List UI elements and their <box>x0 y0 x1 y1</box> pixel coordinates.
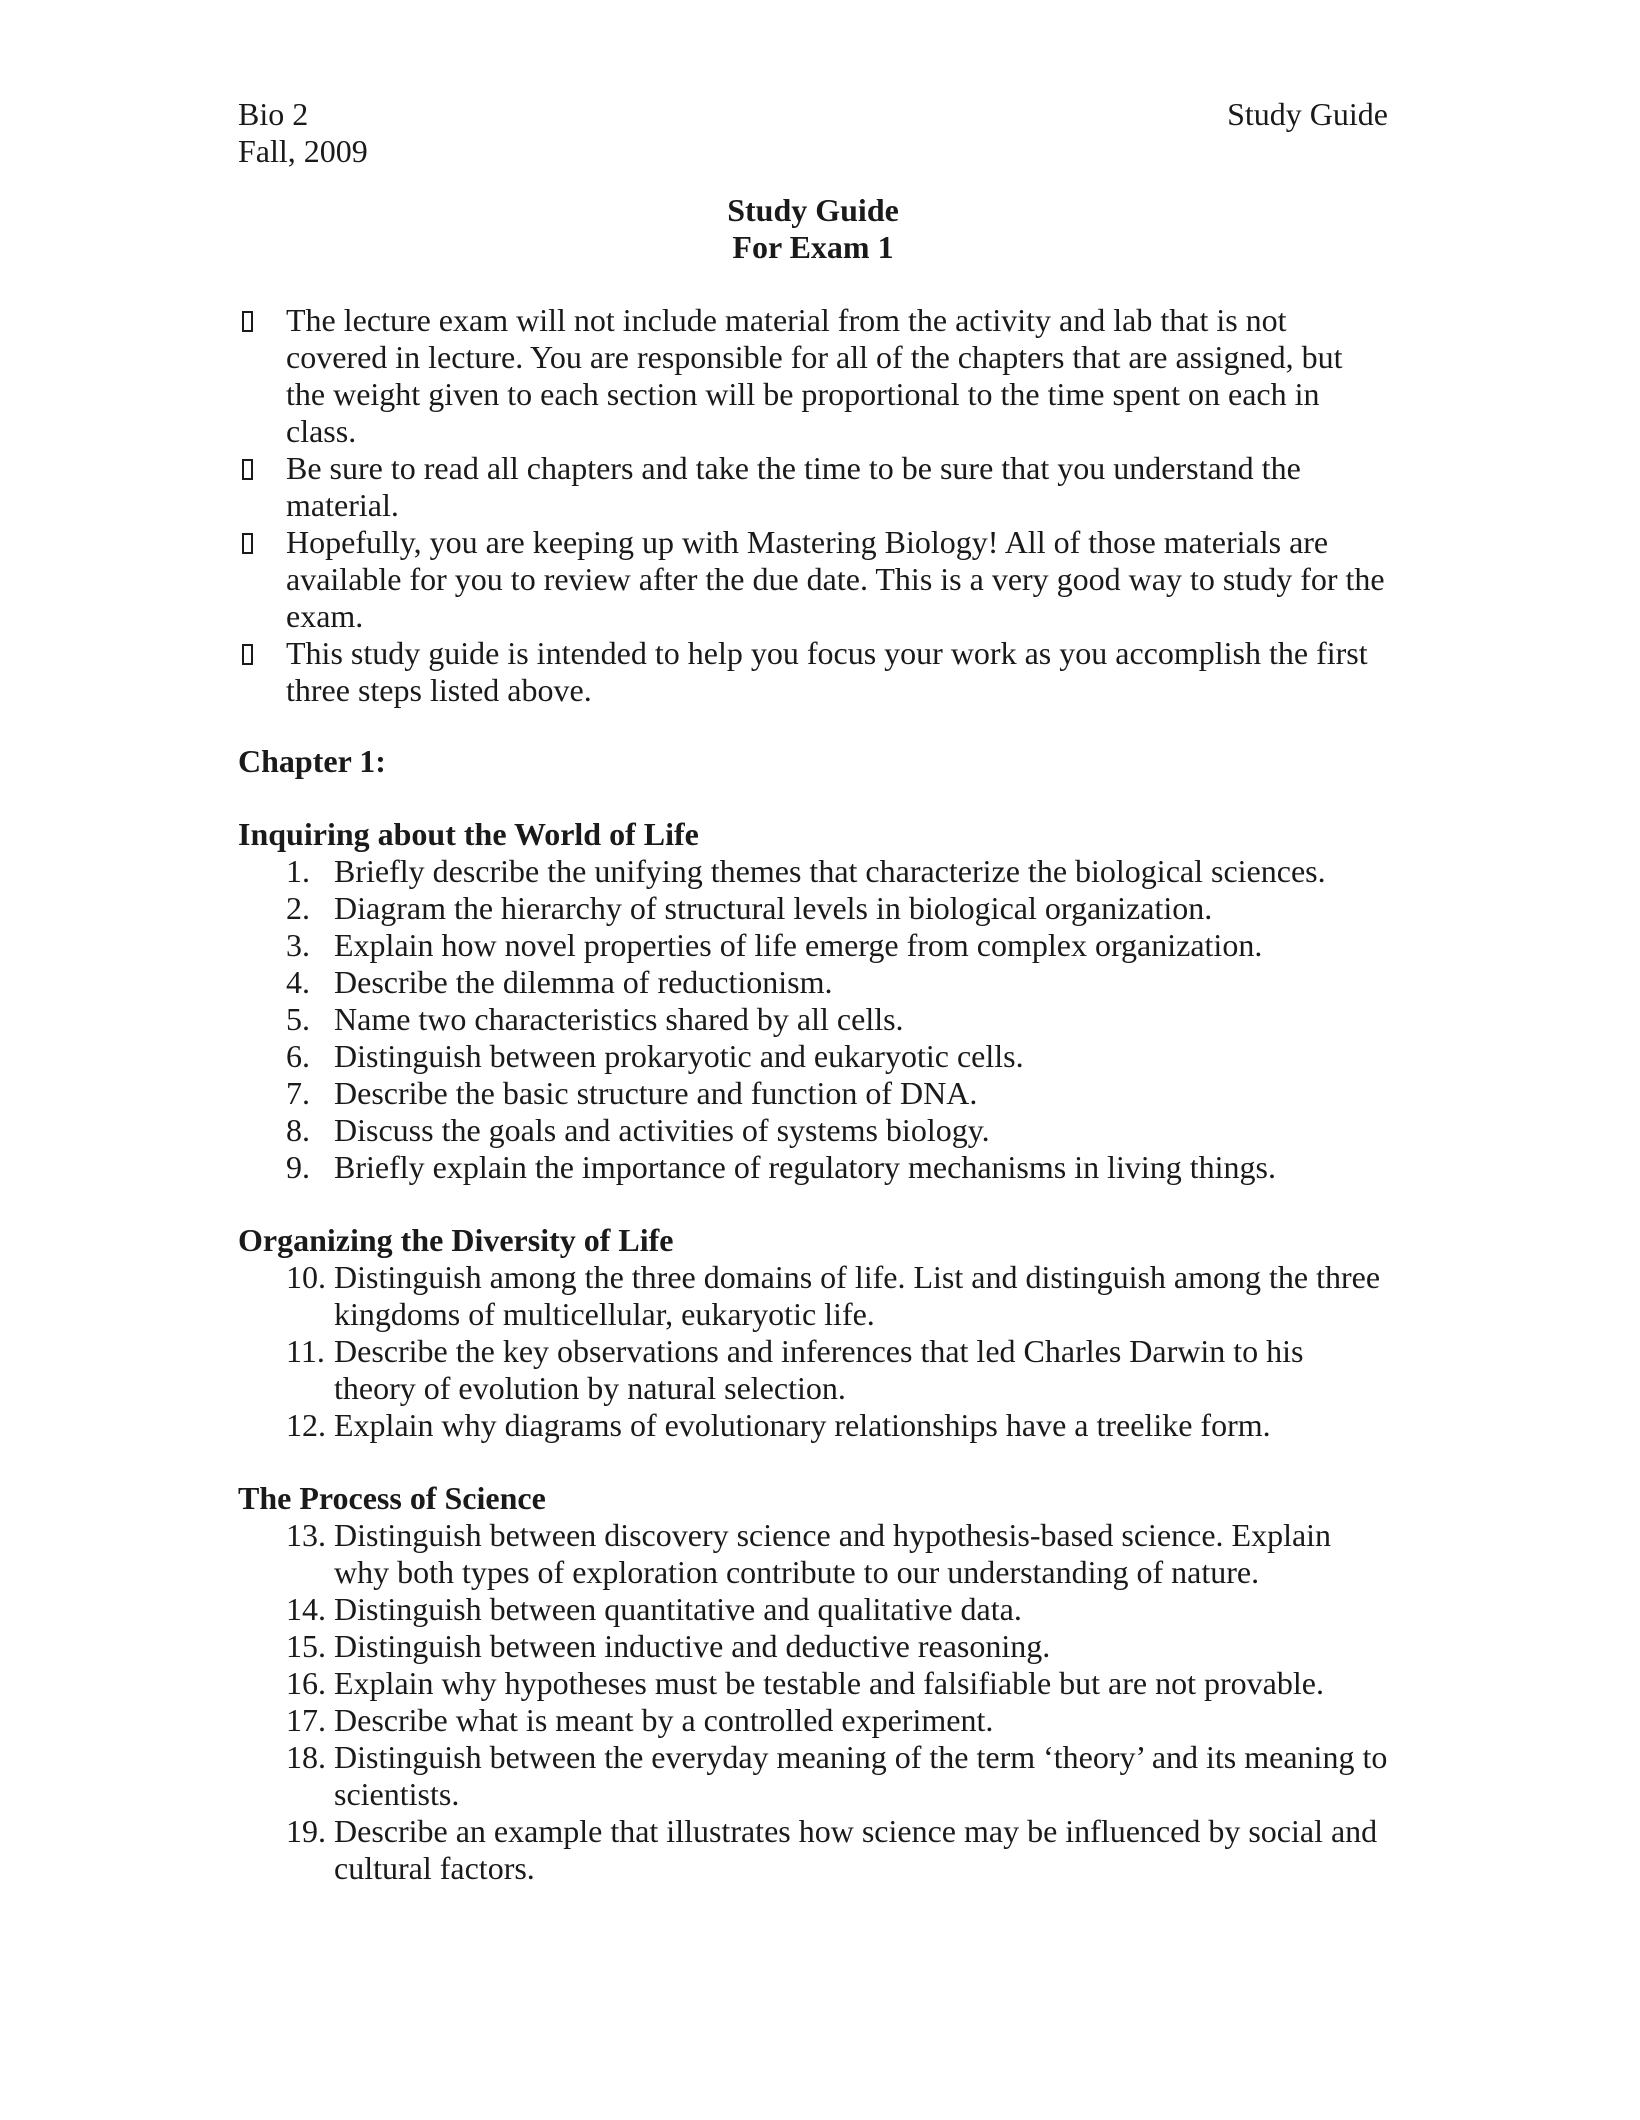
bullet-item <box>238 302 1388 450</box>
list-item <box>238 1149 1388 1186</box>
bullet-item <box>238 450 1388 524</box>
item-text: Distinguish between inductive and deductive reasoning. <box>334 1628 1051 1664</box>
bullet-text: The lecture exam will not include material from the activity and lab that is not covered in lecture. You are responsible for all of the chapters that are assigned, but the weight given to each section will be proportional to the time spent on each in class. <box>286 302 1343 449</box>
item-number: 3. <box>286 927 310 963</box>
section-heading: Organizing the Diversity of Life <box>238 1222 674 1258</box>
list-item <box>238 1591 1388 1628</box>
item-text: Describe the key observations and inferences that led Charles Darwin to his theory of evolution by natural selection. <box>334 1333 1304 1406</box>
list-item <box>238 1702 1388 1739</box>
item-number: 17. <box>286 1702 326 1738</box>
list-item <box>238 1112 1388 1149</box>
item-text: Explain why hypotheses must be testable and falsifiable but are not provable. <box>334 1665 1324 1701</box>
item-number: 6. <box>286 1038 310 1074</box>
term: Fall, 2009 <box>238 133 368 169</box>
list-item <box>238 1628 1388 1665</box>
item-text: Discuss the goals and activities of systems biology. <box>334 1112 990 1148</box>
list-item <box>238 1038 1388 1075</box>
item-text: Describe an example that illustrates how science may be influenced by social and cultural factors. <box>334 1813 1378 1886</box>
numbered-list <box>238 1259 1388 1444</box>
item-number: 19. <box>286 1813 326 1849</box>
list-item <box>238 890 1388 927</box>
list-item <box>238 1259 1388 1333</box>
item-text: Explain why diagrams of evolutionary relationships have a treelike form. <box>334 1407 1271 1443</box>
list-item <box>238 1665 1388 1702</box>
item-number: 15. <box>286 1628 326 1664</box>
section-heading: The Process of Science <box>238 1480 546 1516</box>
item-number: 11. <box>286 1333 325 1369</box>
item-text: Distinguish between discovery science and hypothesis-based science. Explain why both types of exploration contribute to our understanding of nature. <box>334 1517 1332 1590</box>
list-item <box>238 1813 1388 1887</box>
item-text: Distinguish between quantitative and qualitative data. <box>334 1591 1022 1627</box>
item-text: Name two characteristics shared by all cells. <box>334 1001 904 1037</box>
item-text: Distinguish among the three domains of life. List and distinguish among the three kingdoms of multicellular, eukaryotic life. <box>334 1259 1381 1332</box>
list-item <box>238 1517 1388 1591</box>
bullet-item <box>238 524 1388 635</box>
chapter-heading: Chapter 1: <box>238 743 386 779</box>
item-number: 8. <box>286 1112 310 1148</box>
item-text: Distinguish between prokaryotic and eukaryotic cells. <box>334 1038 1024 1074</box>
item-text: Briefly describe the unifying themes that characterize the biological sciences. <box>334 853 1326 889</box>
header-right-label: Study Guide <box>1227 96 1388 132</box>
course-name: Bio 2 <box>238 96 309 132</box>
list-item <box>238 1407 1388 1444</box>
list-item <box>238 853 1388 890</box>
item-text: Describe the dilemma of reductionism. <box>334 964 833 1000</box>
bullet-text: Be sure to read all chapters and take the time to be sure that you understand the material. <box>286 450 1301 523</box>
bullet-box-icon <box>238 635 286 709</box>
item-number: 4. <box>286 964 310 1000</box>
bullet-text: This study guide is intended to help you focus your work as you accomplish the first three steps listed above. <box>286 635 1368 708</box>
bullet-item <box>238 635 1388 709</box>
bullet-box-icon <box>238 302 286 450</box>
list-item <box>238 1075 1388 1112</box>
item-text: Diagram the hierarchy of structural levels in biological organization. <box>334 890 1213 926</box>
list-item <box>238 1739 1388 1813</box>
list-item <box>238 1333 1388 1407</box>
list-item <box>238 1001 1388 1038</box>
item-number: 14. <box>286 1591 326 1627</box>
document-title <box>238 192 1388 266</box>
page-header <box>238 96 1388 170</box>
section-heading: Inquiring about the World of Life <box>238 816 699 852</box>
item-number: 1. <box>286 853 310 889</box>
item-number: 10. <box>286 1259 326 1295</box>
item-number: 9. <box>286 1149 310 1185</box>
item-number: 5. <box>286 1001 310 1037</box>
item-number: 16. <box>286 1665 326 1701</box>
bullet-box-icon <box>238 450 286 524</box>
item-number: 13. <box>286 1517 326 1553</box>
item-text: Briefly explain the importance of regulatory mechanisms in living things. <box>334 1149 1276 1185</box>
numbered-list <box>238 853 1388 1186</box>
item-text: Distinguish between the everyday meaning of the term ‘theory’ and its meaning to scientists. <box>334 1739 1388 1812</box>
item-text: Describe the basic structure and function of DNA. <box>334 1075 978 1111</box>
bullet-text: Hopefully, you are keeping up with Mastering Biology! All of those materials are available for you to review after the due date. This is a very good way to study for the exam. <box>286 524 1385 634</box>
list-item <box>238 964 1388 1001</box>
item-number: 7. <box>286 1075 310 1111</box>
numbered-list <box>238 1517 1388 1887</box>
title-line-2: For Exam 1 <box>732 229 894 265</box>
item-number: 18. <box>286 1739 326 1775</box>
header-left <box>238 96 368 170</box>
item-number: 2. <box>286 890 310 926</box>
bullet-list <box>238 302 1388 709</box>
list-item <box>238 927 1388 964</box>
item-number: 12. <box>286 1407 326 1443</box>
item-text: Describe what is meant by a controlled experiment. <box>334 1702 994 1738</box>
title-line-1: Study Guide <box>727 192 899 228</box>
document-page <box>238 96 1388 1887</box>
bullet-box-icon <box>238 524 286 635</box>
item-text: Explain how novel properties of life emerge from complex organization. <box>334 927 1263 963</box>
